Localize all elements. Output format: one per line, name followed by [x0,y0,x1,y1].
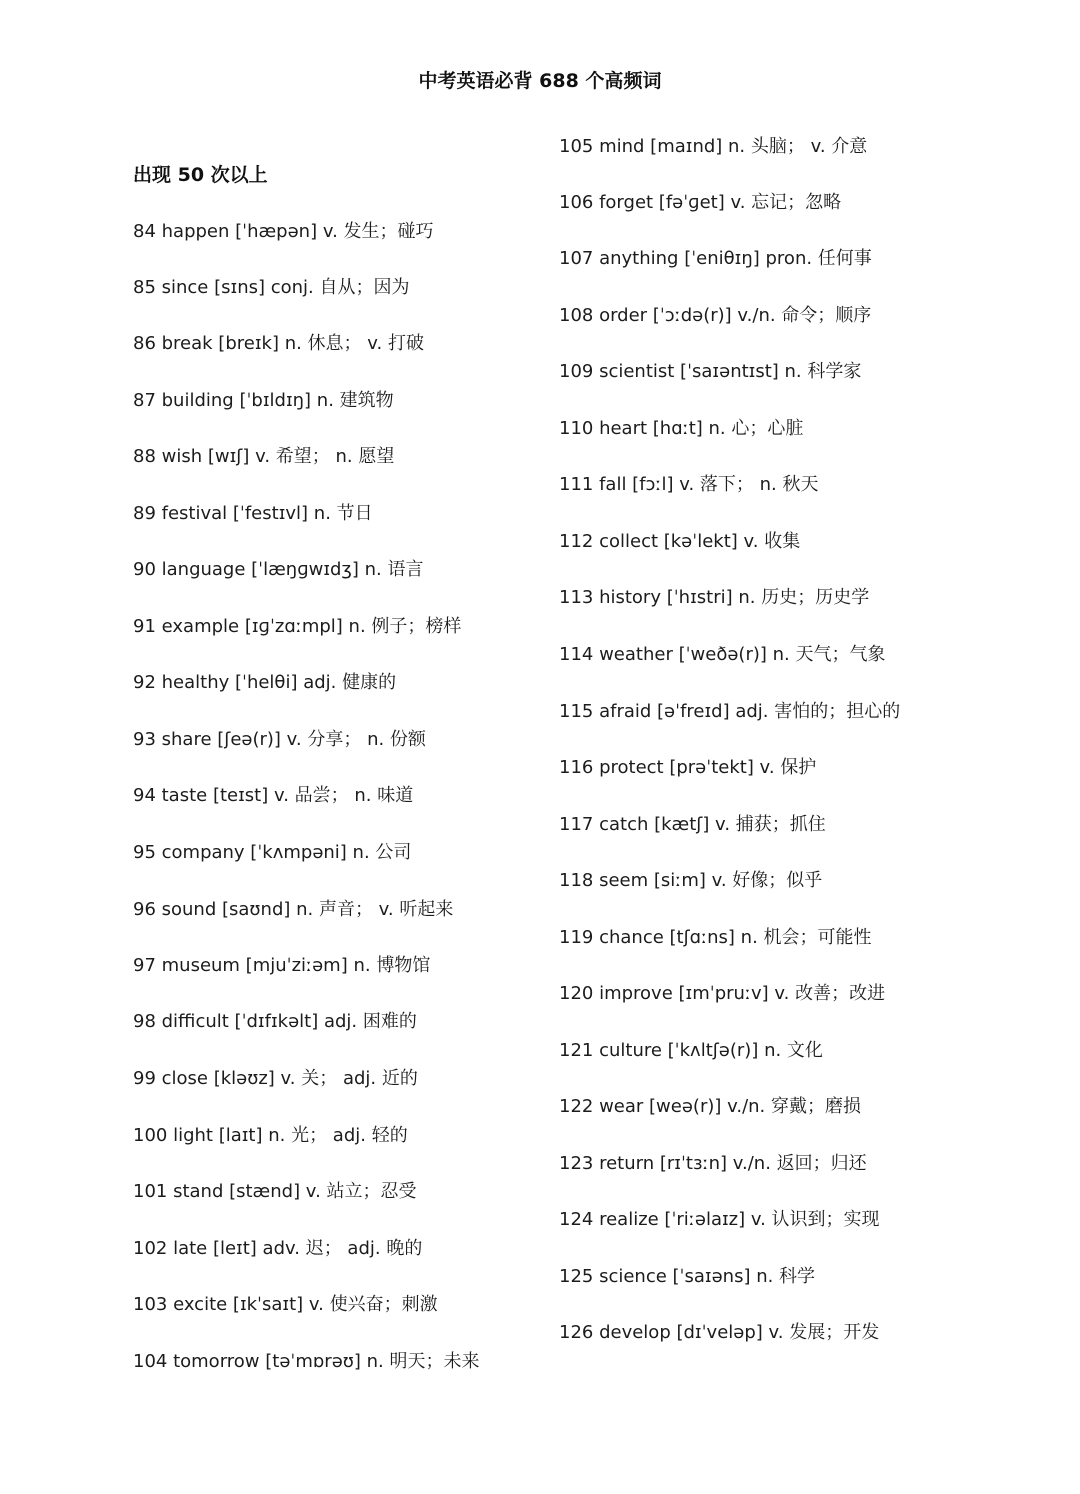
word-entry: 122 wear [weə(r)] v./n. 穿戴；磨损 [559,1096,862,1117]
word-entry: 112 collect [kəˈlekt] v. 收集 [559,531,801,552]
word-entry: 116 protect [prəˈtekt] v. 保护 [559,757,817,778]
word-entry: 95 company [ˈkʌmpəni] n. 公司 [133,842,412,863]
word-entry: 120 improve [ɪmˈpruːv] v. 改善；改进 [559,983,886,1004]
word-entry: 117 catch [kætʃ] v. 捕获；抓住 [559,814,826,835]
word-entry: 105 mind [maɪnd] n. 头脑； v. 介意 [559,136,868,157]
word-entry: 94 taste [teɪst] v. 品尝； n. 味道 [133,785,414,806]
word-entry: 86 break [breɪk] n. 休息； v. 打破 [133,333,424,354]
word-entry: 110 heart [hɑːt] n. 心；心脏 [559,418,804,439]
word-entry: 90 language [ˈlæŋɡwɪdʒ] n. 语言 [133,559,424,580]
word-entry: 100 light [laɪt] n. 光； adj. 轻的 [133,1125,408,1146]
word-entry: 102 late [leɪt] adv. 迟； adj. 晚的 [133,1238,423,1259]
word-entry: 93 share [ʃeə(r)] v. 分享； n. 份额 [133,729,426,750]
word-entry: 108 order [ˈɔːdə(r)] v./n. 命令；顺序 [559,305,872,326]
word-entry: 113 history [ˈhɪstri] n. 历史；历史学 [559,587,870,608]
word-entry: 114 weather [ˈweðə(r)] n. 天气；气象 [559,644,886,665]
word-entry: 111 fall [fɔːl] v. 落下； n. 秋天 [559,474,819,495]
word-entry: 91 example [ɪɡˈzɑːmpl] n. 例子；榜样 [133,616,462,637]
word-entry: 115 afraid [əˈfreɪd] adj. 害怕的；担心的 [559,701,901,722]
section-heading: 出现 50 次以上 [133,164,268,186]
word-entry: 103 excite [ɪkˈsaɪt] v. 使兴奋；刺激 [133,1294,438,1315]
page-title: 中考英语必背 688 个高频词 [418,70,662,92]
word-entry: 89 festival [ˈfestɪvl] n. 节日 [133,503,373,524]
word-entry: 107 anything [ˈeniθɪŋ] pron. 任何事 [559,248,872,269]
word-entry: 119 chance [tʃɑːns] n. 机会；可能性 [559,927,872,948]
word-entry: 106 forget [fəˈɡet] v. 忘记；忽略 [559,192,842,213]
word-entry: 121 culture [ˈkʌltʃə(r)] n. 文化 [559,1040,823,1061]
word-entry: 97 museum [mjuˈziːəm] n. 博物馆 [133,955,431,976]
word-entry: 92 healthy [ˈhelθi] adj. 健康的 [133,672,397,693]
word-entry: 101 stand [stænd] v. 站立；忍受 [133,1181,417,1202]
word-entry: 125 science [ˈsaɪəns] n. 科学 [559,1266,816,1287]
word-entry: 85 since [sɪns] conj. 自从；因为 [133,277,410,298]
word-entry: 124 realize [ˈriːəlaɪz] v. 认识到；实现 [559,1209,880,1230]
word-entry: 84 happen [ˈhæpən] v. 发生；碰巧 [133,221,434,242]
word-entry: 99 close [kləʊz] v. 关； adj. 近的 [133,1068,418,1089]
word-entry: 126 develop [dɪˈveləp] v. 发展；开发 [559,1322,880,1343]
word-entry: 104 tomorrow [təˈmɒrəʊ] n. 明天；未来 [133,1351,480,1372]
word-entry: 123 return [rɪˈtɜːn] v./n. 返回；归还 [559,1153,867,1174]
word-entry: 118 seem [siːm] v. 好像；似乎 [559,870,823,891]
word-entry: 98 difficult [ˈdɪfɪkəlt] adj. 困难的 [133,1011,417,1032]
word-entry: 88 wish [wɪʃ] v. 希望； n. 愿望 [133,446,395,467]
word-entry: 109 scientist [ˈsaɪəntɪst] n. 科学家 [559,361,862,382]
word-entry: 87 building [ˈbɪldɪŋ] n. 建筑物 [133,390,394,411]
word-entry: 96 sound [saʊnd] n. 声音； v. 听起来 [133,899,454,920]
